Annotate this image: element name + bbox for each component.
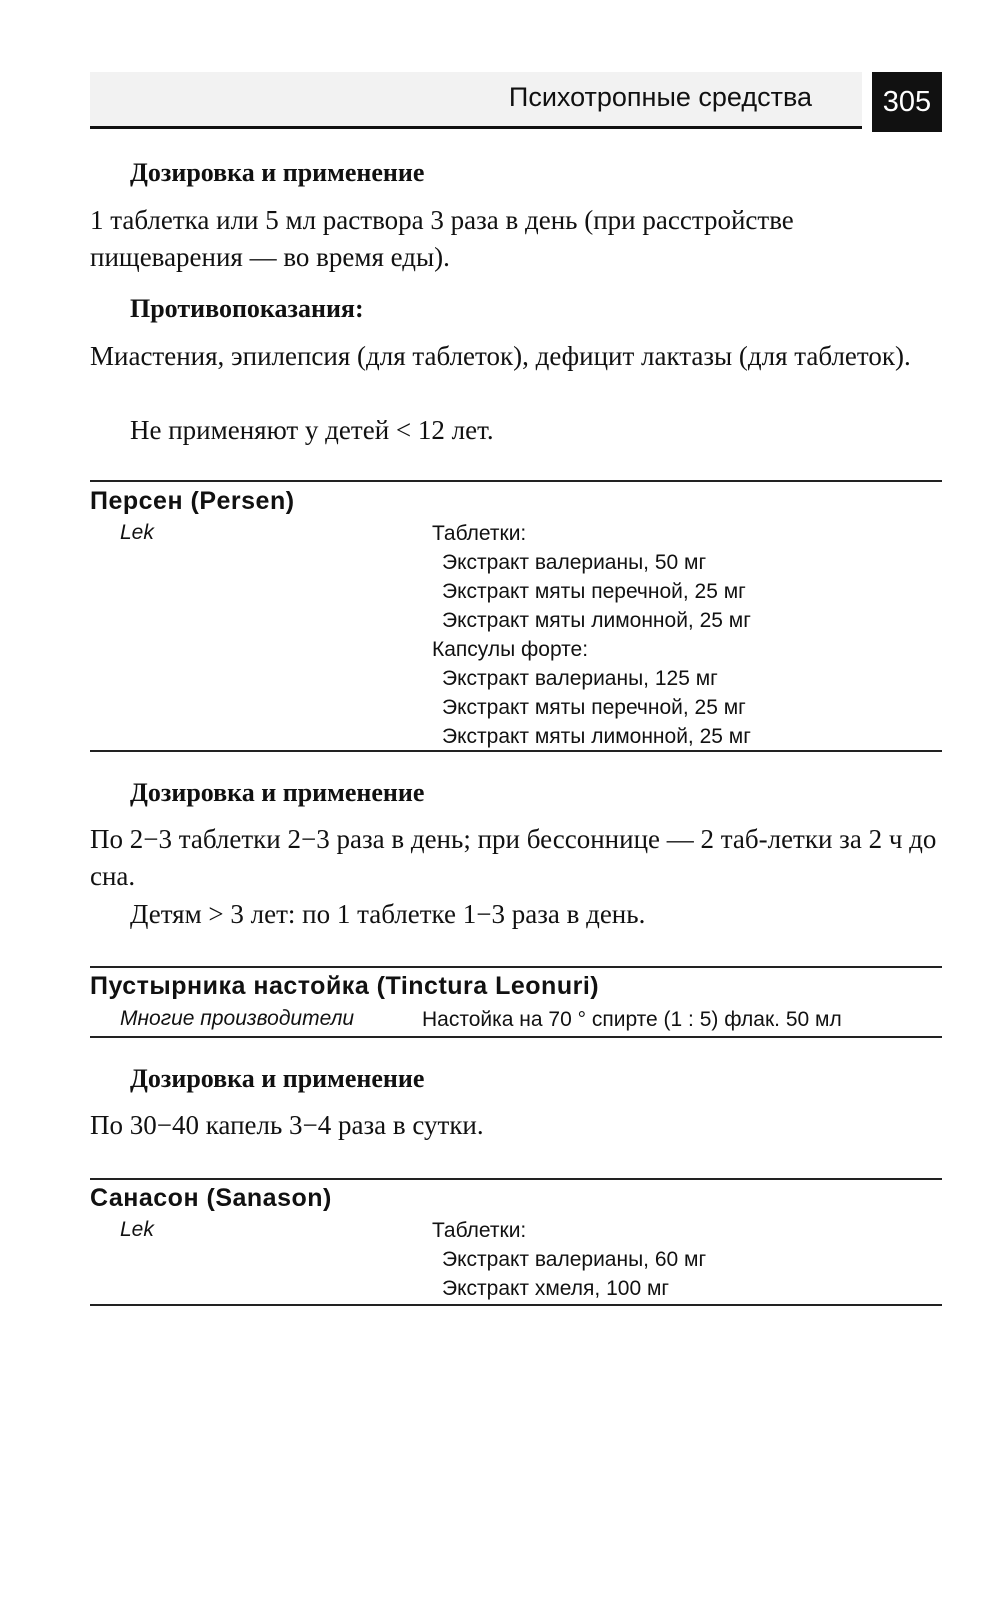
running-header [90,72,942,130]
manufacturer-leonuri: Многие производители [120,1007,355,1030]
form-item: Экстракт валерианы, 125 мг [442,667,718,690]
section-title: Психотропные средства [508,82,812,112]
form-item: Экстракт валерианы, 60 мг [442,1248,707,1271]
drug-name-sanason: Санасон (Sanason) [90,1184,332,1212]
manufacturer-sanason: Lek [120,1218,154,1241]
manufacturer-persen: Lek [120,521,154,544]
entry-rule-bottom [90,1036,942,1038]
form-item: Экстракт хмеля, 100 мг [442,1277,670,1300]
form-label: Капсулы форте: [432,638,589,661]
forms-sanason [432,1216,706,1303]
entry-rule-top [90,480,942,482]
dosage-note: Детям > 3 лет: по 1 таблетке 1−3 раза в день. [130,899,646,929]
form-item: Экстракт валерианы, 50 мг [442,551,707,574]
form-label: Таблетки: [432,1219,527,1242]
page-number: 305 [872,72,942,132]
contraindications-heading: Противопоказания: [130,294,364,323]
dosage-text: 1 таблетка или 5 мл раствора 3 раза в день (при расстройстве пищеварения — во время еды). [90,205,794,272]
contraindications-note: Не применяют у детей < 12 лет. [130,415,494,445]
form-label: Таблетки: [432,522,527,545]
dosage-text: По 30−40 капель 3−4 раза в сутки. [90,1110,484,1140]
form-item: Экстракт мяты лимонной, 25 мг [442,725,751,748]
entry-rule-top [90,966,942,968]
forms-persen [432,519,751,751]
drug-name-persen: Персен (Persen) [90,487,295,515]
form-item: Экстракт мяты перечной, 25 мг [442,580,746,603]
entry-rule-bottom [90,1304,942,1306]
drug-name-leonuri: Пустырника настойка (Tinctura Leonuri) [90,972,600,1000]
dosage-heading: Дозировка и применение [130,158,425,187]
dosage-heading: Дозировка и применение [130,1064,425,1093]
entry-rule-bottom [90,750,942,752]
form-leonuri: Настойка на 70 ° спирте (1 : 5) флак. 50 мл [422,1008,842,1031]
entry-rule-top [90,1178,942,1180]
contraindications-text: Миастения, эпилепсия (для таблеток), дефицит лактазы (для таблеток). [90,341,911,371]
dosage-heading: Дозировка и применение [130,778,425,807]
form-item: Экстракт мяты лимонной, 25 мг [442,609,751,632]
form-item: Экстракт мяты перечной, 25 мг [442,696,746,719]
dosage-text: По 2−3 таблетки 2−3 раза в день; при бессоннице — 2 таб-летки за 2 ч до сна. [90,824,937,891]
